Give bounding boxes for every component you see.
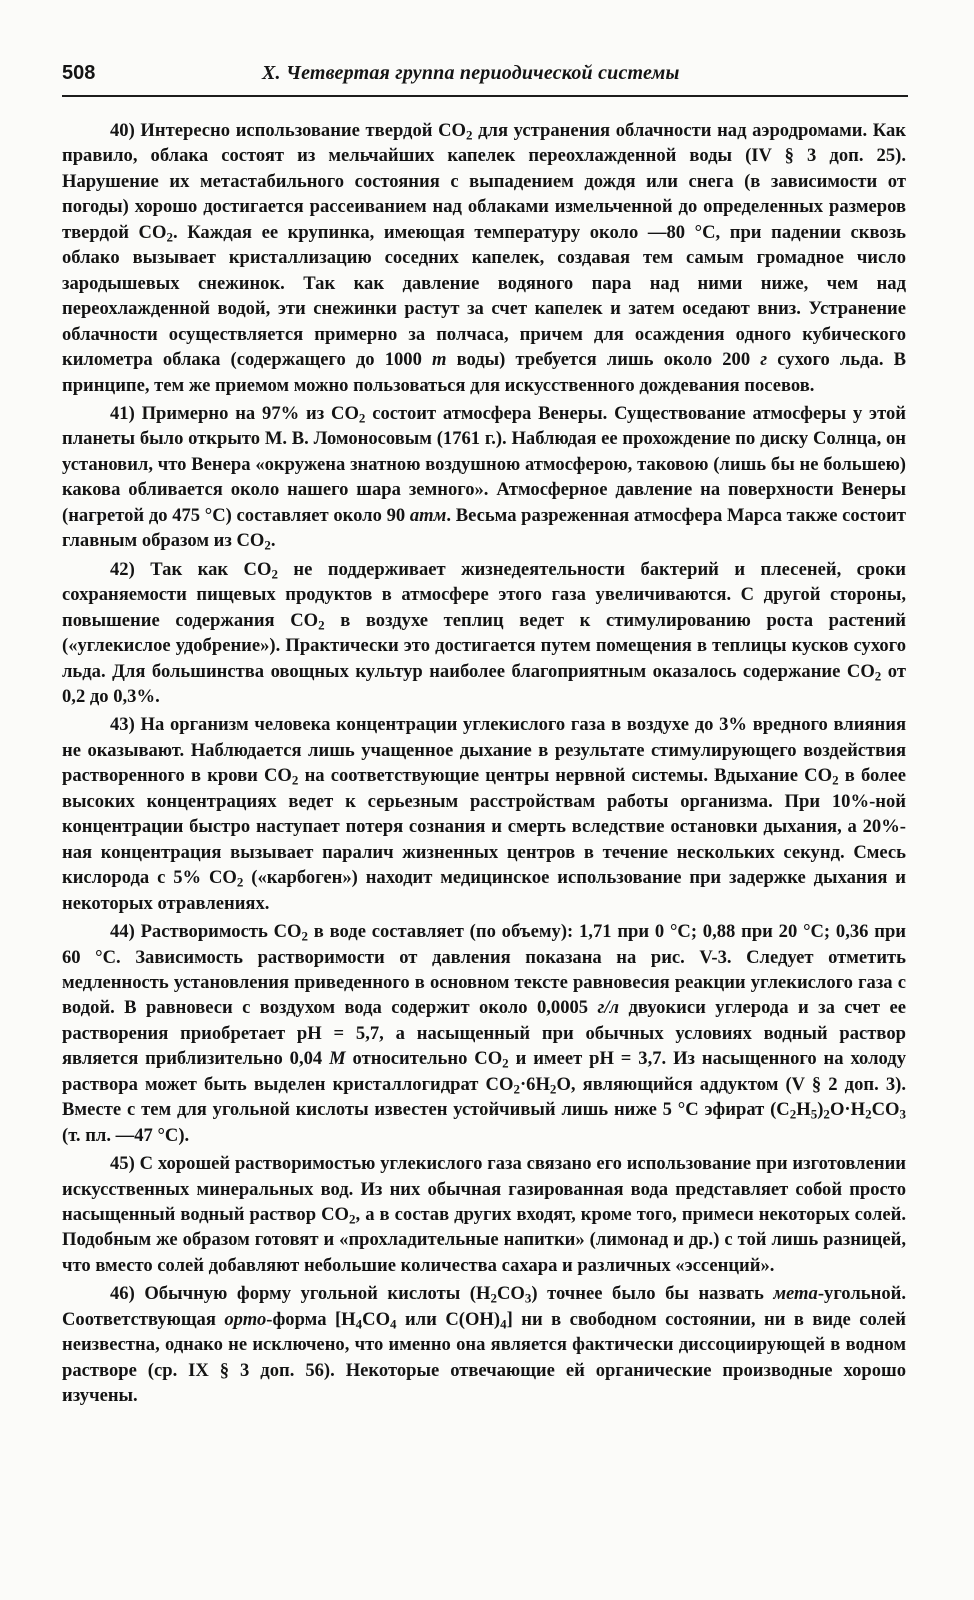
- running-title: X. Четвертая группа периодической системы: [262, 62, 680, 84]
- page-header: [62, 62, 906, 92]
- note-41: 41) Примерно на 97% из $CO_2$ состоит атмосфера Венеры. Существование атмосферы у этой планеты было открыто М. В. Ломоносовым (1761 г.). Наблюдая ее прохождение по диску Солнца, он установил, что Венера «окружена знатною воздушною атмосферою, таковою (лишь бы не большею) какова обливается около нашего шара земного». Атмосферное давление на поверхности Венеры (нагретой до 475 °C) составляет около 90 атм. Весьма разреженная атмосфера Марса также состоит главным образом из $CO_2$.: [62, 402, 906, 553]
- page-body: [62, 118, 906, 1409]
- page-number: 508: [62, 62, 96, 84]
- note-44: 44) Растворимость $CO_2$ в воде составляет (по объему): 1,71 при 0 °C; 0,88 при 20 °C; 0,36 при 60 °C. Зависимость растворимости от давления показана на рис. V-3. Следует отметить медленность установления приведенного в основном тексте равновесия реакции углекислого газа с водой. В равновеси с воздухом вода содержит около 0,0005 г/л двуокиси углерода и за счет ее растворения приобретает pH = 5,7, а насыщенный при обычных условиях водный раствор является приблизительно 0,04 М относительно $CO_2$ и имеет pH = 3,7. Из насыщенного на холоду раствора может быть выделен кристаллогидрат $CO_2\cdot 6H_2O$, являющийся аддуктом (V § 2 доп. 3). Вместе с тем для угольной кислоты известен устойчивый лишь ниже 5 °C эфират $(C_2H_5)_2O\cdot H_2CO_3$ (т. пл. —47 °C).: [62, 921, 906, 1146]
- note-43: 43) На организм человека концентрации углекислого газа в воздухе до 3% вредного влияния не оказывают. Наблюдается лишь учащенное дыхание в результате стимулирующего воздействия растворенного в крови $CO_2$ на соответствующие центры нервной системы. Вдыхание $CO_2$ в более высоких концентрациях ведет к серьезным расстройствам работы организма. При 10%-ной концентрации быстро наступает потеря сознания и смерть вследствие остановки дыхания, а 20%-ная концентрация вызывает паралич жизненных центров в течение нескольких секунд. Смесь кислорода с 5% $CO_2$ («карбоген») находит медицинское использование при задержке дыхания и некоторых отравлениях.: [62, 714, 906, 914]
- note-40: 40) Интересно использование твердой $CO_2$ для устранения облачности над аэродромами. Как правило, облака состоят из мельчайших капелек переохлажденной воды (IV § 3 доп. 25). Нарушение их метастабильного состояния с выпадением дождя или снега (в зависимости от погоды) хорошо достигается рассеиванием над облаками измельченной до определенных размеров твердой $CO_2$. Каждая ее крупинка, имеющая температуру около —80 °C, при падении сквозь облако вызывает кристаллизацию соседних капелек, создавая тем самым громадное число зародышевых снежинок. Так как давление водяного пара над ними ниже, чем над переохлажденной водой, эти снежинки растут за счет капелек и затем оседают вниз. Устранение облачности осуществляется примерно за полчаса, причем для осаждения одного кубического километра облака (содержащего до 1000 т воды) требуется лишь около 200 г сухого льда. В принципе, тем же приемом можно пользоваться для искусственного дождевания посевов.: [62, 120, 907, 396]
- header-rule: [62, 95, 908, 97]
- note-45: 45) С хорошей растворимостью углекислого газа связано его использование при изготовлении искусственных минеральных вод. Из них обычная газированная вода представляет собой просто насыщенный водный раствор $CO_2$, а в состав других входят, кроме того, примеси некоторых солей. Подобным же образом готовят и «прохладительные напитки» (лимонад и др.) с той лишь разницей, что вместо солей добавляют небольшие количества сахара и различных «эссенций».: [62, 1153, 907, 1276]
- note-46: 46) Обычную форму угольной кислоты $(H_2CO_3)$ точнее было бы назвать мета-угольной. Соответствующая орто-форма [$H_4CO_4$ или $C(OH)_4$] ни в свободном состоянии, ни в виде солей неизвестна, однако не исключено, что именно она является фактически диссоциирующей в водном растворе (ср. IX § 3 доп. 56). Некоторые отвечающие ей органические производные хорошо изучены.: [62, 1283, 906, 1407]
- note-42: 42) Так как $CO_2$ не поддерживает жизнедеятельности бактерий и плесеней, сроки сохраняемости пищевых продуктов в атмосфере этого газа увеличиваются. С другой стороны, повышение содержания $CO_2$ в воздухе теплиц ведет к стимулированию роста растений («углекислое удобрение»). Практически это достигается путем помещения в теплицы кусков сухого льда. Для большинства овощных культур наиболее благоприятным оказалось содержание $CO_2$ от 0,2 до 0,3%.: [62, 558, 907, 707]
